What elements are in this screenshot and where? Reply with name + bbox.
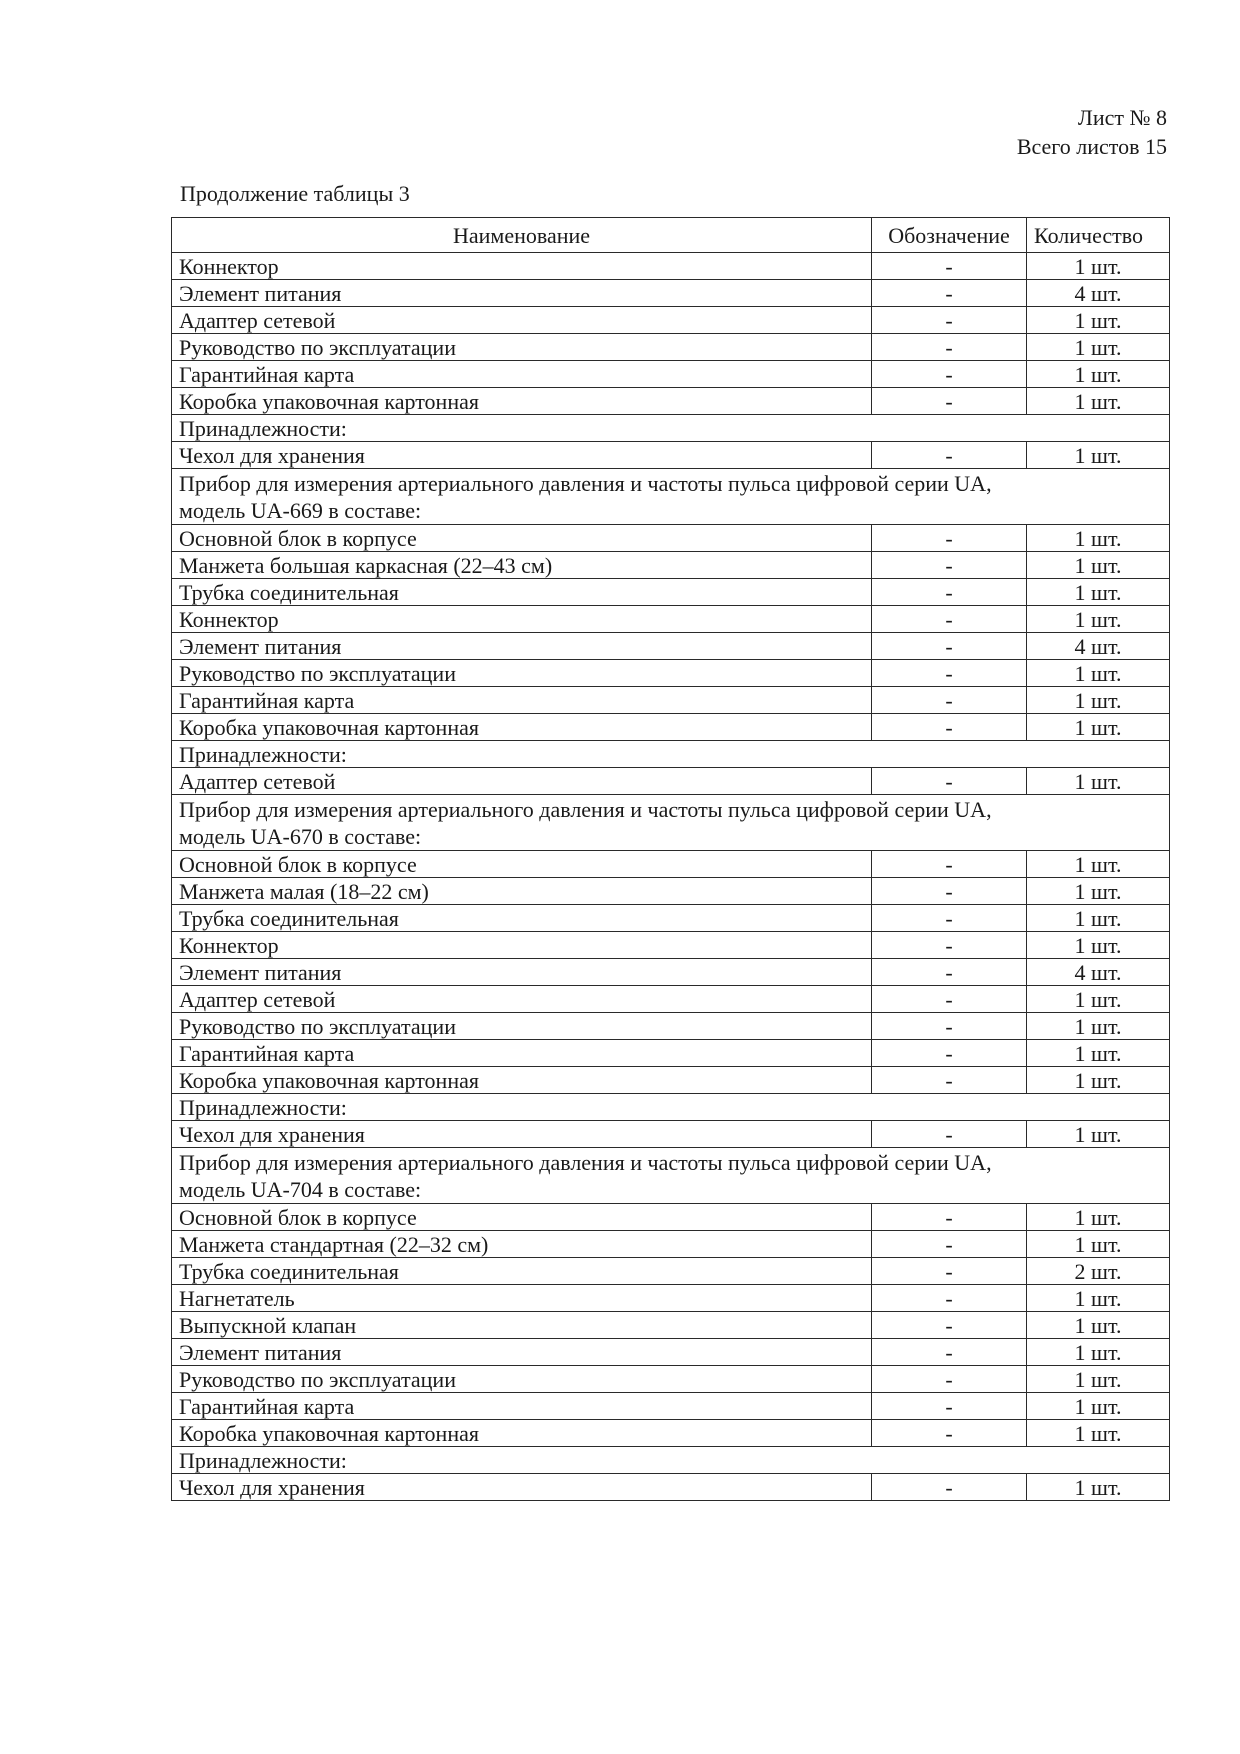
item-name-cell: Элемент питания — [172, 1339, 872, 1366]
item-name-cell: Коробка упаковочная картонная — [172, 388, 872, 415]
table-caption: Продолжение таблицы 3 — [180, 181, 410, 206]
item-name-cell: Руководство по эксплуатации — [172, 1366, 872, 1393]
item-code-cell: - — [872, 932, 1027, 959]
item-code-cell: - — [872, 1393, 1027, 1420]
table-row — [172, 660, 1170, 687]
item-qty-cell: 1 шт. — [1027, 361, 1170, 388]
table-row — [172, 1366, 1170, 1393]
item-code-cell: - — [872, 307, 1027, 334]
item-code-cell: - — [872, 388, 1027, 415]
item-code-cell: - — [872, 687, 1027, 714]
section-row — [172, 1094, 1170, 1121]
table-row — [172, 525, 1170, 552]
column-header-code: Обозначение — [872, 218, 1027, 253]
device-group-title — [172, 795, 1170, 851]
table-row — [172, 1258, 1170, 1285]
item-code-cell: - — [872, 905, 1027, 932]
table-row — [172, 1420, 1170, 1447]
item-qty-cell: 1 шт. — [1027, 606, 1170, 633]
item-name-cell: Основной блок в корпусе — [172, 1204, 872, 1231]
table-row — [172, 851, 1170, 878]
item-name-cell: Гарантийная карта — [172, 687, 872, 714]
item-name-cell: Адаптер сетевой — [172, 986, 872, 1013]
table-row — [172, 932, 1170, 959]
table-row — [172, 1013, 1170, 1040]
item-qty-cell: 1 шт. — [1027, 1285, 1170, 1312]
item-qty-cell: 1 шт. — [1027, 388, 1170, 415]
item-code-cell: - — [872, 1474, 1027, 1501]
item-code-cell: - — [872, 442, 1027, 469]
item-code-cell: - — [872, 1013, 1027, 1040]
item-code-cell: - — [872, 334, 1027, 361]
table-row — [172, 878, 1170, 905]
item-code-cell: - — [872, 986, 1027, 1013]
table-row — [172, 334, 1170, 361]
item-code-cell: - — [872, 525, 1027, 552]
item-qty-cell: 1 шт. — [1027, 253, 1170, 280]
item-name-cell: Трубка соединительная — [172, 579, 872, 606]
item-qty-cell: 1 шт. — [1027, 1121, 1170, 1148]
table-row — [172, 606, 1170, 633]
item-code-cell: - — [872, 552, 1027, 579]
sheets-total: Всего листов 15 — [1016, 134, 1167, 159]
item-name-cell: Адаптер сетевой — [172, 307, 872, 334]
table-body — [172, 253, 1170, 1501]
table-row — [172, 1312, 1170, 1339]
table-row — [172, 1067, 1170, 1094]
table-row — [172, 1231, 1170, 1258]
item-qty-cell: 1 шт. — [1027, 442, 1170, 469]
table-row — [172, 1339, 1170, 1366]
item-name-cell: Коробка упаковочная картонная — [172, 1067, 872, 1094]
item-qty-cell: 1 шт. — [1027, 552, 1170, 579]
device-group-row — [172, 795, 1170, 851]
item-name-cell: Руководство по эксплуатации — [172, 334, 872, 361]
item-qty-cell: 2 шт. — [1027, 1258, 1170, 1285]
device-group-line-1: Прибор для измерения артериального давления и частоты пульса цифровой серии UA, — [179, 1150, 992, 1175]
item-code-cell: - — [872, 768, 1027, 795]
table-row — [172, 768, 1170, 795]
item-name-cell: Гарантийная карта — [172, 361, 872, 388]
sheet-number: Лист № 8 — [1077, 105, 1167, 130]
item-qty-cell: 1 шт. — [1027, 878, 1170, 905]
item-qty-cell: 1 шт. — [1027, 1040, 1170, 1067]
table-row — [172, 579, 1170, 606]
item-name-cell: Адаптер сетевой — [172, 768, 872, 795]
item-name-cell: Чехол для хранения — [172, 1474, 872, 1501]
item-name-cell: Чехол для хранения — [172, 1121, 872, 1148]
item-qty-cell: 1 шт. — [1027, 1231, 1170, 1258]
item-name-cell: Руководство по эксплуатации — [172, 660, 872, 687]
item-name-cell: Руководство по эксплуатации — [172, 1013, 872, 1040]
device-group-line-2: модель UA-669 в составе: — [179, 498, 422, 523]
item-code-cell: - — [872, 606, 1027, 633]
table-row — [172, 1121, 1170, 1148]
column-header-qty: Количество — [1027, 218, 1170, 253]
item-code-cell: - — [872, 1420, 1027, 1447]
device-group-title — [172, 1148, 1170, 1204]
item-qty-cell: 4 шт. — [1027, 280, 1170, 307]
item-code-cell: - — [872, 253, 1027, 280]
item-code-cell: - — [872, 878, 1027, 905]
item-name-cell: Коннектор — [172, 606, 872, 633]
item-qty-cell: 1 шт. — [1027, 1312, 1170, 1339]
device-group-row — [172, 469, 1170, 525]
table-row — [172, 633, 1170, 660]
item-name-cell: Манжета малая (18–22 см) — [172, 878, 872, 905]
item-name-cell: Чехол для хранения — [172, 442, 872, 469]
table-row — [172, 388, 1170, 415]
table-row — [172, 687, 1170, 714]
item-code-cell: - — [872, 1285, 1027, 1312]
column-header-name: Наименование — [172, 218, 872, 253]
device-group-title — [172, 469, 1170, 525]
item-qty-cell: 1 шт. — [1027, 1067, 1170, 1094]
item-name-cell: Элемент питания — [172, 280, 872, 307]
item-qty-cell: 4 шт. — [1027, 959, 1170, 986]
table-row — [172, 280, 1170, 307]
table-row — [172, 1285, 1170, 1312]
item-code-cell: - — [872, 851, 1027, 878]
item-name-cell: Основной блок в корпусе — [172, 525, 872, 552]
item-qty-cell: 1 шт. — [1027, 905, 1170, 932]
device-group-line-1: Прибор для измерения артериального давления и частоты пульса цифровой серии UA, — [179, 797, 992, 822]
item-code-cell: - — [872, 660, 1027, 687]
item-code-cell: - — [872, 1312, 1027, 1339]
item-code-cell: - — [872, 1121, 1027, 1148]
item-name-cell: Манжета стандартная (22–32 см) — [172, 1231, 872, 1258]
item-qty-cell: 1 шт. — [1027, 1366, 1170, 1393]
table-row — [172, 253, 1170, 280]
table-row — [172, 959, 1170, 986]
item-name-cell: Коробка упаковочная картонная — [172, 1420, 872, 1447]
item-qty-cell: 1 шт. — [1027, 1393, 1170, 1420]
item-code-cell: - — [872, 714, 1027, 741]
item-qty-cell: 1 шт. — [1027, 1013, 1170, 1040]
item-code-cell: - — [872, 1258, 1027, 1285]
item-name-cell: Коробка упаковочная картонная — [172, 714, 872, 741]
section-label: Принадлежности: — [172, 1094, 1170, 1121]
device-group-line-2: модель UA-670 в составе: — [179, 824, 422, 849]
item-qty-cell: 1 шт. — [1027, 687, 1170, 714]
item-name-cell: Манжета большая каркасная (22–43 см) — [172, 552, 872, 579]
item-code-cell: - — [872, 361, 1027, 388]
item-code-cell: - — [872, 1339, 1027, 1366]
table-row — [172, 361, 1170, 388]
item-qty-cell: 1 шт. — [1027, 932, 1170, 959]
item-qty-cell: 1 шт. — [1027, 851, 1170, 878]
section-row — [172, 1447, 1170, 1474]
item-qty-cell: 1 шт. — [1027, 579, 1170, 606]
header-row — [172, 218, 1170, 253]
item-code-cell: - — [872, 633, 1027, 660]
item-name-cell: Элемент питания — [172, 633, 872, 660]
table-row — [172, 552, 1170, 579]
table-row — [172, 714, 1170, 741]
table-row — [172, 1204, 1170, 1231]
device-group-row — [172, 1148, 1170, 1204]
item-qty-cell: 1 шт. — [1027, 1339, 1170, 1366]
table-row — [172, 1040, 1170, 1067]
item-qty-cell: 1 шт. — [1027, 1204, 1170, 1231]
device-group-line-1: Прибор для измерения артериального давления и частоты пульса цифровой серии UA, — [179, 471, 992, 496]
item-code-cell: - — [872, 1204, 1027, 1231]
item-name-cell: Элемент питания — [172, 959, 872, 986]
item-name-cell: Трубка соединительная — [172, 905, 872, 932]
item-name-cell: Гарантийная карта — [172, 1040, 872, 1067]
item-qty-cell: 1 шт. — [1027, 714, 1170, 741]
item-name-cell: Трубка соединительная — [172, 1258, 872, 1285]
item-name-cell: Выпускной клапан — [172, 1312, 872, 1339]
item-qty-cell: 1 шт. — [1027, 307, 1170, 334]
section-label: Принадлежности: — [172, 415, 1170, 442]
section-row — [172, 741, 1170, 768]
item-code-cell: - — [872, 959, 1027, 986]
item-qty-cell: 4 шт. — [1027, 633, 1170, 660]
item-qty-cell: 1 шт. — [1027, 1420, 1170, 1447]
table-header — [172, 218, 1170, 253]
item-code-cell: - — [872, 1231, 1027, 1258]
item-code-cell: - — [872, 579, 1027, 606]
table-row — [172, 986, 1170, 1013]
sheet-info — [1017, 103, 1167, 161]
item-name-cell: Основной блок в корпусе — [172, 851, 872, 878]
device-group-line-2: модель UA-704 в составе: — [179, 1177, 422, 1202]
table-row — [172, 442, 1170, 469]
item-name-cell: Коннектор — [172, 932, 872, 959]
table-row — [172, 307, 1170, 334]
item-qty-cell: 1 шт. — [1027, 768, 1170, 795]
item-qty-cell: 1 шт. — [1027, 660, 1170, 687]
item-code-cell: - — [872, 280, 1027, 307]
item-code-cell: - — [872, 1067, 1027, 1094]
item-code-cell: - — [872, 1366, 1027, 1393]
item-qty-cell: 1 шт. — [1027, 334, 1170, 361]
section-label: Принадлежности: — [172, 741, 1170, 768]
table-row — [172, 905, 1170, 932]
item-name-cell: Нагнетатель — [172, 1285, 872, 1312]
item-qty-cell: 1 шт. — [1027, 986, 1170, 1013]
table-row — [172, 1474, 1170, 1501]
section-label: Принадлежности: — [172, 1447, 1170, 1474]
section-row — [172, 415, 1170, 442]
item-qty-cell: 1 шт. — [1027, 1474, 1170, 1501]
item-name-cell: Гарантийная карта — [172, 1393, 872, 1420]
components-table — [171, 217, 1170, 1501]
item-code-cell: - — [872, 1040, 1027, 1067]
item-qty-cell: 1 шт. — [1027, 525, 1170, 552]
item-name-cell: Коннектор — [172, 253, 872, 280]
table-row — [172, 1393, 1170, 1420]
